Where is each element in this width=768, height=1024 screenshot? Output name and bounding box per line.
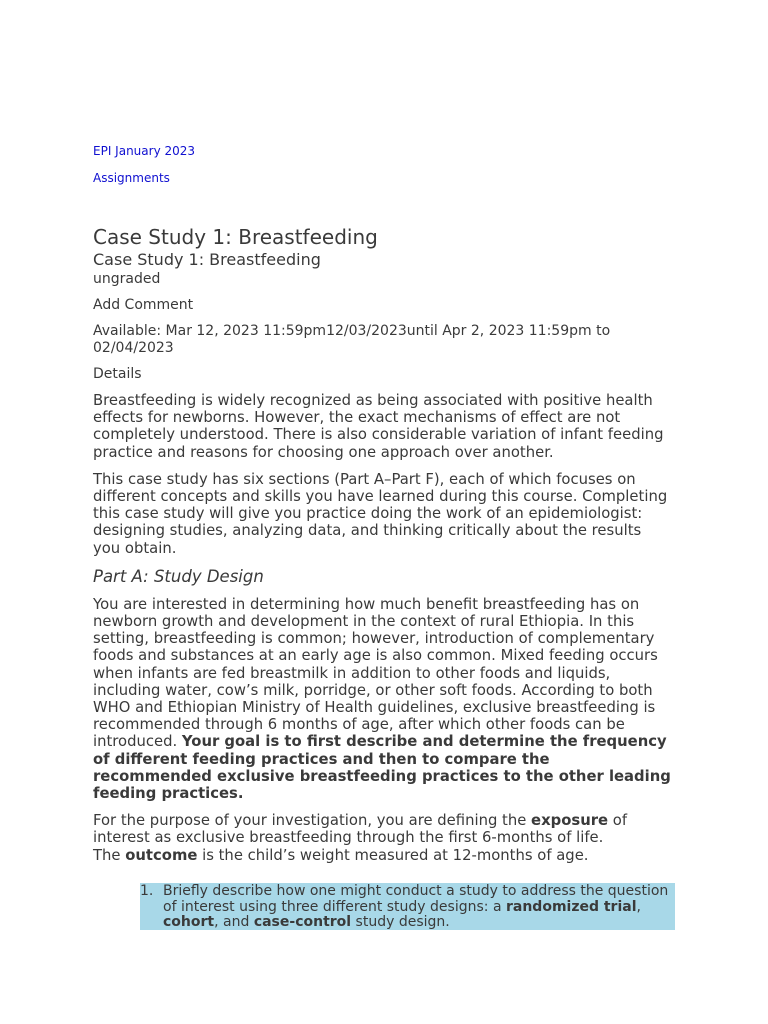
outcome-pre-text: The xyxy=(93,846,126,864)
breadcrumb-course[interactable]: EPI January 2023 xyxy=(93,144,196,158)
design-cohort: cohort xyxy=(163,914,215,930)
assignment-page xyxy=(93,144,673,874)
intro-paragraph-2: This case study has six sections (Part A–Part F), each of which focuses on different concepts and skills you have learned during this course. Completing this case study will give you practice doing the work of an epidemiologist: designing studies, analyzing data, and thinking critically about the results you obtain. xyxy=(93,470,668,557)
exposure-pre-text: For the purpose of your investigation, you are defining the xyxy=(93,812,532,830)
availability-dates: Available: Mar 12, 2023 11:59pm12/03/2023until Apr 2, 2023 11:59pm to 02/04/2023 xyxy=(93,323,611,356)
question-highlight xyxy=(140,883,675,930)
question-number: 1. xyxy=(140,883,154,899)
grading-status: ungraded xyxy=(93,271,161,287)
goal-statement: Your goal is to first describe and determine the frequency of different feeding practices and then to compare the recommended exclusive breastfeeding practices to the other leading feeding practices. xyxy=(93,733,671,803)
context-text: You are interested in determining how much benefit breastfeeding has on newborn growth and development in the context of rural Ethiopia. In this setting, breastfeeding is common; however, introduction of complementary foods and substances at an early age is also common. Mixed feeding occurs when infants are fed breastmilk in addition to other foods and liquids, including water, cow’s milk, porridge, or other soft foods. According to both WHO and Ethiopian Ministry of Health guidelines, exclusive breastfeeding is recommended through 6 months of age, after which other foods can be introduced. xyxy=(93,595,658,751)
intro-paragraph-1: Breastfeeding is widely recognized as being associated with positive health effects for newborns. However, the exact mechanisms of effect are not completely understood. There is also considerable variation of infant feeding practice and reasons for choosing one approach over another. xyxy=(93,392,664,461)
outcome-post-text: is the child’s weight measured at 12-months of age. xyxy=(197,846,589,864)
add-comment-link[interactable]: Add Comment xyxy=(93,297,194,313)
exposure-post-text: of interest as exclusive breastfeeding through the first 6-months of life. xyxy=(93,812,628,847)
separator-1: , xyxy=(636,898,641,915)
question-list xyxy=(140,883,675,931)
question-end-text: study design. xyxy=(351,914,450,930)
exposure-term: exposure xyxy=(531,812,609,830)
outcome-term: outcome xyxy=(125,846,198,864)
assignment-subtitle: Case Study 1: Breastfeeding xyxy=(93,250,321,269)
question-text: Briefly describe how one might conduct a study to address the question of interest using three different study designs: a xyxy=(163,883,669,915)
design-randomized-trial: randomized trial xyxy=(505,898,637,915)
exposure-outcome-paragraph xyxy=(93,812,673,864)
design-case-control: case-control xyxy=(253,914,352,930)
separator-2: , and xyxy=(214,914,254,930)
part-a-heading: Part A: Study Design xyxy=(93,566,264,586)
breadcrumb-assignments[interactable]: Assignments xyxy=(93,171,170,185)
details-label: Details xyxy=(93,366,142,382)
part-a-context-paragraph xyxy=(93,596,673,802)
page-title: Case Study 1: Breastfeeding xyxy=(93,225,378,249)
question-item xyxy=(140,883,675,931)
